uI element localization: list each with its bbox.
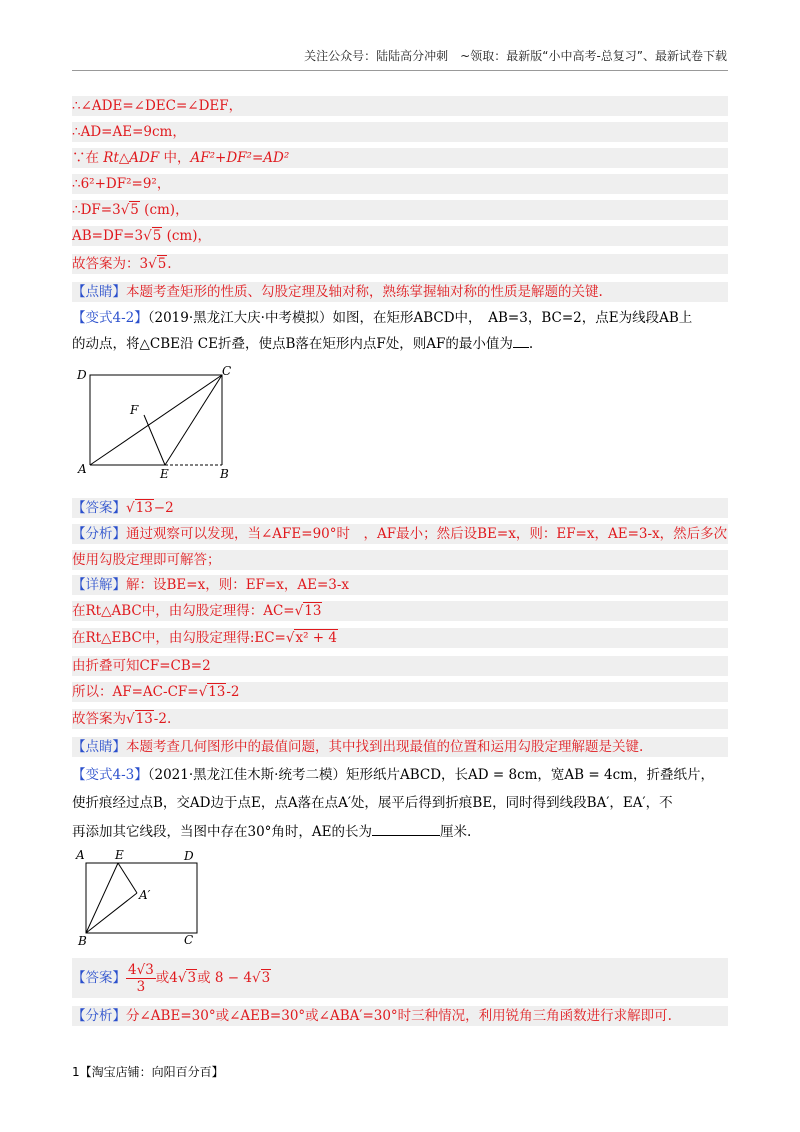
text: 厘米. [440, 824, 472, 840]
detail-4-2-line4: 由折叠可知CF=CB=2 [72, 656, 728, 676]
text: 13 [135, 711, 153, 727]
answer-tag: 【答案】 [72, 500, 126, 516]
point-tag: 【点睛】 [72, 739, 126, 755]
text: （2019·黑龙江大庆·中考模拟）如图，在矩形ABCD中， AB=3，BC=2，点E为线段AB上 [147, 310, 693, 326]
text: 的动点，将△CBE沿 CE折叠，使点B落在矩形内点F处，则AF的最小值为 [72, 336, 513, 352]
text: -2 [226, 684, 240, 700]
variant-tag: 【变式4-3】 [72, 767, 148, 783]
analysis-4-3 [72, 1006, 728, 1026]
detail-tag: 【详解】 [72, 577, 126, 593]
text: 13 [208, 684, 226, 700]
text: 13 [135, 500, 153, 516]
variant-4-2-line1 [72, 308, 728, 328]
text: ∵在 [72, 150, 99, 166]
point-note-1 [72, 282, 728, 302]
answer-4-3 [72, 958, 728, 998]
text: 5 [157, 256, 167, 272]
text: 在Rt△ABC中，由勾股定理得：AC= [72, 603, 295, 619]
solution-line-2: ∴AD=AE=9cm， [72, 122, 728, 142]
page-header: 关注公众号：陆陆高分冲刺 ~领取：最新版“小中高考-总复习”、最新试卷下载 [304, 49, 727, 63]
fig-label-B: B [78, 934, 87, 948]
variant-4-3-line1 [72, 765, 728, 785]
detail-4-2-line5 [72, 682, 728, 702]
solution-line-3 [72, 148, 728, 168]
answer-blank [513, 335, 529, 348]
fig-label-C: C [184, 933, 194, 947]
text: AB=DF=3 [72, 228, 144, 244]
text: 通过观察可以发现，当∠AFE=90°时 ，AF最小；然后设BE=x，则：EF=x，AE=3-x，然后多次 [126, 526, 728, 542]
text: (cm)， [162, 228, 211, 244]
text: AF²+DF²=AD² [190, 150, 290, 166]
analysis-4-2-line2: 使用勾股定理即可解答； [72, 550, 728, 570]
variant-4-3-line3 [72, 822, 728, 842]
sqrt: √13 [198, 684, 226, 700]
sqrt: √13 [126, 711, 153, 727]
analysis-4-2-line1 [72, 524, 728, 544]
text: −2 [153, 500, 174, 516]
text: 故答案为：3 [72, 256, 149, 272]
text: x² + 4 [295, 630, 337, 646]
figure-4-3 [72, 846, 212, 950]
variant-4-2-line2 [72, 334, 728, 354]
detail-4-2-line3 [72, 628, 728, 648]
text: 解：设BE=x，则：EF=x，AE=3-x [126, 577, 350, 593]
footer-text: 【淘宝店铺：向阳百分百】 [79, 1065, 224, 1079]
detail-4-2-line1 [72, 575, 728, 595]
text: 5 [152, 228, 162, 244]
detail-4-2-line6 [72, 709, 728, 729]
page-footer [72, 1063, 224, 1080]
answer-4-2 [72, 498, 728, 518]
text: 本题考查几何图形中的最值问题，其中找到出现最值的位置和运用勾股定理解题是关键. [126, 739, 644, 755]
fig-label-B: B [220, 467, 229, 481]
answer-tag: 【答案】 [72, 970, 126, 986]
sqrt: √x² + 4 [285, 630, 337, 646]
sqrt: √3 [251, 970, 271, 986]
fig-label-A-prime: A′ [139, 888, 151, 902]
text: 或 [197, 970, 211, 986]
text: 本题考查矩形的性质、勾股定理及轴对称，熟练掌握轴对称的性质是解题的关键. [126, 284, 603, 300]
fig-label-E: E [115, 848, 124, 862]
point-note-2 [72, 737, 728, 757]
text: 4 [169, 970, 178, 986]
analysis-tag: 【分析】 [72, 526, 126, 542]
fig-label-A: A [78, 462, 87, 476]
text: 3 [187, 970, 197, 986]
text: 再添加其它线段，当图中存在30°角时，AE的长为 [72, 824, 373, 840]
text: 5 [130, 202, 139, 218]
variant-4-3-line2: 使折痕经过点B，交AD边于点E，点A落在点A′处，展平后得到折痕BE，同时得到线段BA′，EA′，不 [72, 795, 673, 811]
text: 所以：AF=AC-CF= [72, 684, 199, 700]
text: 3 [261, 970, 271, 986]
text: （2021·黑龙江佳木斯·统考二模）矩形纸片ABCD，长AD = 8cm，宽AB = 4cm，折叠纸片， [147, 767, 714, 783]
solution-line-1: ∴∠ADE=∠DEC=∠DEF， [72, 96, 728, 116]
header-rule [72, 70, 728, 71]
text: 中， [163, 150, 191, 166]
text: . [528, 336, 534, 352]
text: 在Rt△EBC中，由勾股定理得:EC= [72, 630, 286, 646]
page-number: 1 [72, 1065, 80, 1079]
text: (cm)， [139, 202, 189, 218]
fig-label-F: F [130, 403, 139, 417]
fig-label-A: A [76, 848, 85, 862]
sqrt: √5 [120, 202, 139, 218]
point-tag: 【点睛】 [72, 284, 126, 300]
variant-tag: 【变式4-2】 [72, 310, 148, 326]
figure-4-2 [72, 362, 252, 482]
sqrt: √3 [177, 970, 197, 986]
text: ∴DF=3 [72, 202, 121, 218]
text: 分∠ABE=30°或∠AEB=30°或∠ABA′=30°时三种情况，利用锐角三角函数进行求解即可. [126, 1008, 672, 1024]
sqrt: √13 [126, 500, 153, 516]
text: Rt△ADF [103, 150, 160, 166]
text: 8 − 4 [214, 970, 252, 986]
fig-label-C: C [222, 364, 232, 378]
fig-label-E: E [160, 467, 169, 481]
text: -2. [153, 711, 172, 727]
fig-label-D: D [184, 849, 194, 863]
sqrt: √5 [148, 256, 167, 272]
text: 4√3 [128, 962, 154, 978]
fraction [126, 962, 156, 995]
text: 故答案为 [72, 711, 126, 727]
text: 3 [136, 979, 146, 995]
analysis-tag: 【分析】 [72, 1008, 126, 1024]
sqrt: √13 [294, 603, 322, 619]
fig-label-D: D [77, 368, 87, 382]
text: . [167, 256, 172, 272]
text: 或 [155, 970, 170, 986]
sqrt: √5 [143, 228, 162, 244]
solution-line-7 [72, 254, 728, 274]
solution-line-5 [72, 200, 728, 220]
solution-line-4: ∴6²+DF²=9²， [72, 174, 728, 194]
answer-blank [372, 823, 440, 836]
text: 13 [304, 603, 322, 619]
solution-line-6 [72, 226, 728, 246]
detail-4-2-line2 [72, 601, 728, 621]
